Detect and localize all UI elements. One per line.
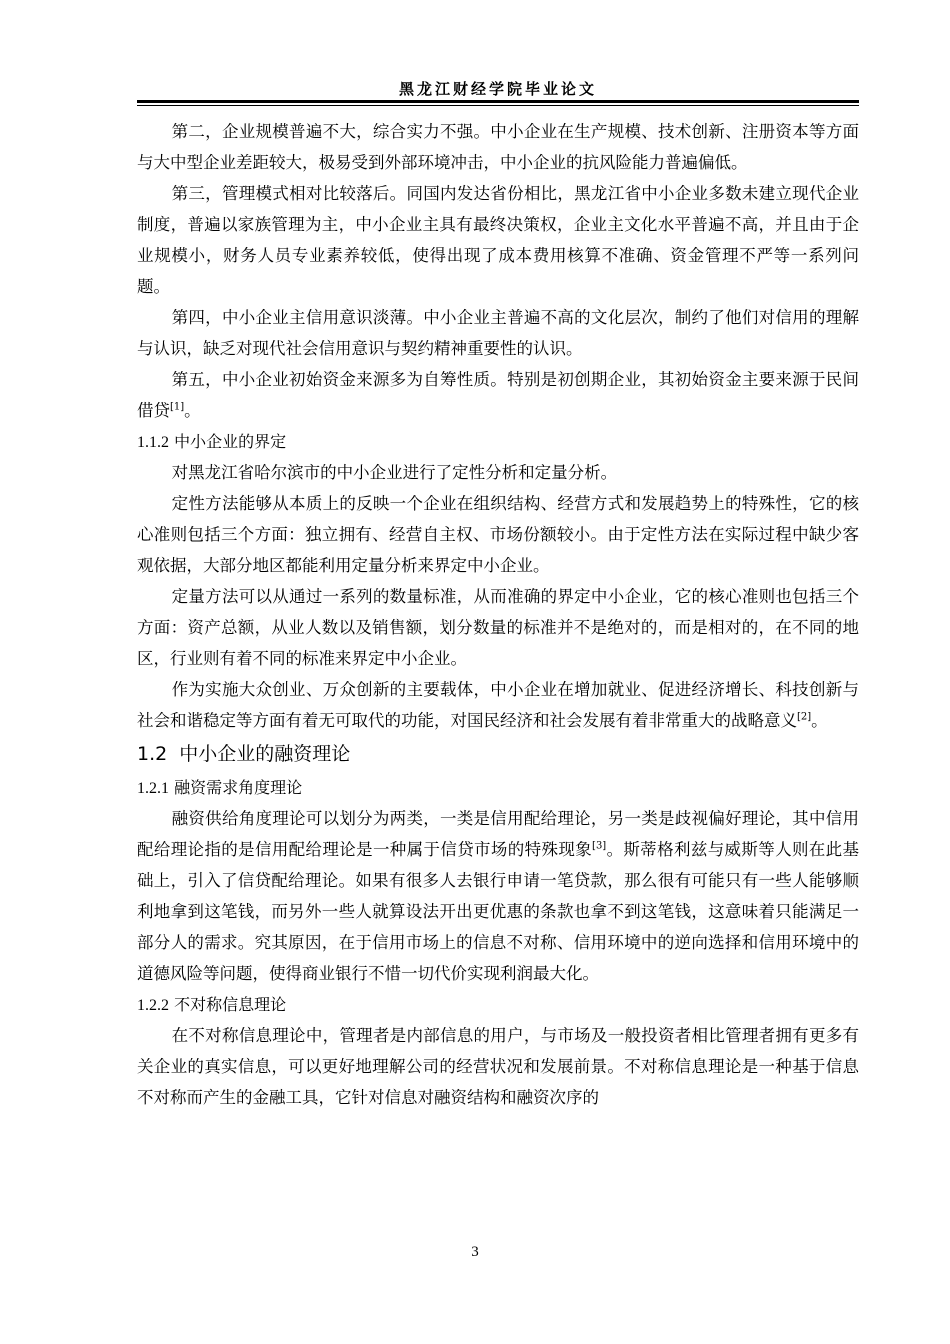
section-title: 不对称信息理论 [174,995,287,1014]
section-number: 1.1.2 [137,434,169,451]
paragraph: 定性方法能够从本质上的反映一个企业在组织结构、经营方式和发展趋势上的特殊性，它的核心准则包括三个方面：独立拥有、经营自主权、市场份额较小。由于定性方法在实际过程中缺少客观依据，大部分地区都能利用定量分析来界定中小企业。 [137,494,859,575]
paragraph-end: 。 [184,401,201,420]
header-rule-thick [137,100,859,103]
citation-ref: [2] [797,711,812,723]
section-title: 中小企业的融资理论 [179,743,351,765]
section-number: 1.2.1 [137,780,169,797]
paragraph-with-citation [137,803,859,989]
paragraph-with-citation [137,364,859,426]
paragraph: 第三，管理模式相对比较落后。同国内发达省份相比，黑龙江省中小企业多数未建立现代企业制度，普遍以家族管理为主，中小企业主具有最终决策权，企业主文化水平普遍不高，并且由于企业规模小，财务人员专业素养较低，使得出现了成本费用核算不准确、资金管理不严等一系列问题。 [137,184,859,296]
section-title: 融资需求角度理论 [174,778,303,797]
paragraph-end: 。 [811,711,828,730]
paragraph-with-citation [137,674,859,736]
section-number: 1.2 [137,743,168,765]
paragraph: 定量方法可以从通过一系列的数量标准，从而准确的界定中小企业，它的核心准则也包括三个方面：资产总额，从业人数以及销售额，划分数量的标准并不是绝对的，而是相对的，在不同的地区，行业则有着不同的标准来界定中小企业。 [137,587,859,668]
page-header-title: 黑龙江财经学院毕业论文 [398,80,597,98]
section-heading-1-1-2 [137,426,859,457]
section-heading-1-2-1 [137,772,859,803]
citation-ref: [3] [592,840,607,852]
section-heading-1-2-2 [137,989,859,1020]
page-number: 3 [471,1244,479,1260]
section-number: 1.2.2 [137,997,169,1014]
paragraph: 第四，中小企业主信用意识淡薄。中小企业主普遍不高的文化层次，制约了他们对信用的理解与认识，缺乏对现代社会信用意识与契约精神重要性的认识。 [137,308,859,358]
paragraph-text: 作为实施大众创业、万众创新的主要载体，中小企业在增加就业、促进经济增长、科技创新与社会和谐稳定等方面有着无可取代的功能，对国民经济和社会发展有着非常重大的战略意义 [137,680,859,730]
paragraph-text: 融资供给角度理论可以划分为两类，一类是信用配给理论，另一类是歧视偏好理论，其中信用配给理论指的是信用配给理论是一种属于信贷市场的特殊现象 [137,809,859,859]
paragraph: 在不对称信息理论中，管理者是内部信息的用户，与市场及一般投资者相比管理者拥有更多有关企业的真实信息，可以更好地理解公司的经营状况和发展前景。不对称信息理论是一种基于信息不对称而产生的金融工具，它针对信息对融资结构和融资次序的 [137,1026,859,1107]
header-rule-thin [137,105,859,106]
section-heading-1-2 [137,736,859,772]
paragraph-text: 第五，中小企业初始资金来源多为自筹性质。特别是初创期企业，其初始资金主要来源于民间借贷 [137,370,859,420]
citation-ref: [1] [170,401,185,413]
paragraph-text-continued: 。斯蒂格利兹与威斯等人则在此基础上，引入了信贷配给理论。如果有很多人去银行申请一笔贷款，那么很有可能只有一些人能够顺利地拿到这笔钱，而另外一些人就算设法开出更优惠的条款也拿不到这笔钱，这意味着只能满足一部分人的需求。究其原因，在于信用市场上的信息不对称、信用环境中的逆向选择和信用环境中的道德风险等问题，使得商业银行不惜一切代价实现利润最大化。 [137,840,860,983]
paragraph: 对黑龙江省哈尔滨市的中小企业进行了定性分析和定量分析。 [171,463,618,482]
body-content [137,116,859,1113]
section-title: 中小企业的界定 [174,432,287,451]
paragraph: 第二，企业规模普遍不大，综合实力不强。中小企业在生产规模、技术创新、注册资本等方面与大中型企业差距较大，极易受到外部环境冲击，中小企业的抗风险能力普遍偏低。 [137,122,859,172]
